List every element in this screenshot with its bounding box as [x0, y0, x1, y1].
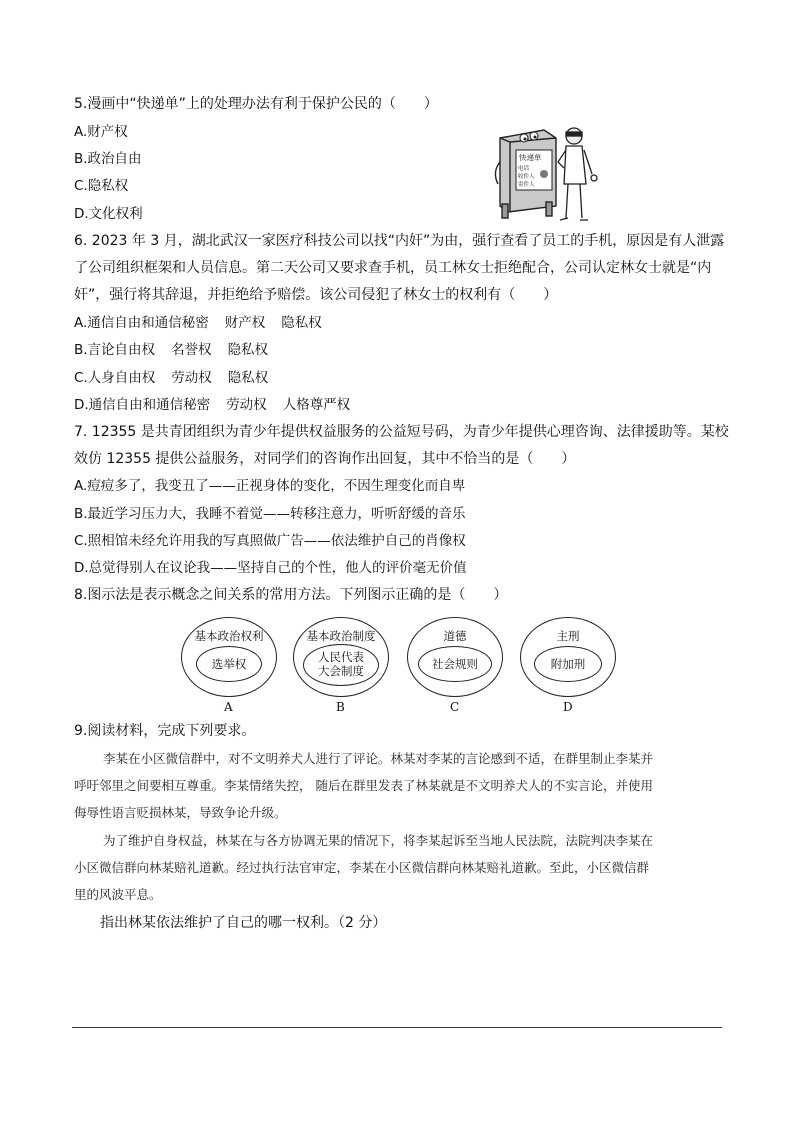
- diagram-d-inner-label: 附加刑: [550, 657, 586, 671]
- cartoon-illustration: [488, 122, 600, 226]
- q6-d-part-2: 劳动权: [226, 397, 267, 413]
- q6-stem-line-2: 了公司组织框架和人员信息。第二天公司又要求查手机，员工林女士拒绝配合，公司认定林女士就是“内: [74, 260, 712, 276]
- bottom-divider: [72, 1027, 722, 1028]
- q9-material-line-1: 李某在小区微信群中，对不文明养犬人进行了评论。林某对李某的言论感到不适，在群里制止李某并: [103, 751, 654, 766]
- q6-stem-line-1: 6. 2023 年 3 月，湖北武汉一家医疗科技公司以找“内奸”为由，强行查看了员工的手机，原因是有人泄露: [74, 233, 725, 249]
- q7-option-a: A.痘痘多了，我变丑了——正视身体的变化，不因生理变化而自卑: [74, 478, 466, 494]
- diagram-d-letter: D: [563, 700, 573, 714]
- q5-option-a: A.财产权: [74, 124, 128, 140]
- diagram-a-letter: A: [224, 700, 233, 714]
- q7-option-c: C.照相馆未经允许用我的写真照做广告——依法维护自己的肖像权: [74, 533, 466, 549]
- slip-title: 快递单: [519, 153, 542, 162]
- slip-line-sender: 寄件人: [518, 182, 535, 188]
- q6-c-part-3: 隐私权: [227, 370, 269, 386]
- q6-option-b: [74, 340, 268, 360]
- q6-b-part-3: 隐私权: [227, 342, 269, 358]
- slip-line-recipient: 收件人: [518, 174, 535, 180]
- slip-line-phone: 电话: [518, 166, 530, 172]
- q6-a-part-1: A.通信自由和通信秘密: [74, 315, 209, 331]
- q5-option-b: B.政治自由: [74, 151, 142, 167]
- diagram-b-inner-label-2: 大会制度: [318, 664, 364, 678]
- q6-b-part-2: 名誉权: [171, 342, 212, 358]
- diagram-d-outer-label: 主刑: [556, 629, 580, 643]
- q6-c-part-2: 劳动权: [171, 370, 212, 386]
- diagram-c-outer-label: 道德: [443, 629, 467, 643]
- q7-stem-line-1: 7. 12355 是共青团组织为青少年提供权益服务的公益短号码，为青少年提供心理咨询、法律援助等。某校: [74, 424, 729, 440]
- q9-material-line-3: 侮辱性语言贬损林某，导致争论升级。: [74, 805, 287, 820]
- diagram-c-inner-label: 社会规则: [432, 657, 478, 671]
- person-figure: [558, 128, 597, 220]
- q5-stem: 5.漫画中“快递单”上的处理办法有利于保护公民的（ ）: [74, 96, 438, 112]
- q9-material-line-2: 呼吁邻里之间要相互尊重。李某情绪失控， 随后在群里发表了林某就是不文明养犬人的不实言论，并使用: [74, 778, 653, 793]
- q8-stem: 8.图示法是表示概念之间关系的常用方法。下列图示正确的是（ ）: [74, 587, 508, 603]
- q7-option-b: B.最近学习压力大，我睡不着觉——转移注意力，听听舒缓的音乐: [74, 506, 466, 522]
- q7-option-d: D.总觉得别人在议论我——坚持自己的个性，他人的评价毫无价值: [74, 560, 467, 576]
- q6-option-c: [74, 368, 268, 388]
- q6-c-part-1: C.人身自由权: [74, 370, 156, 386]
- q5-option-d: D.文化权利: [74, 206, 143, 222]
- q9-material-line-4: 为了维护自身权益，林某在与各方协调无果的情况下，将李某起诉至当地人民法院，法院判决李某在: [103, 833, 654, 848]
- q9-material-line-5: 小区微信群向林某赔礼道歉。经过执行法官审定，李某在小区微信群向林某赔礼道歉。至此，小区微信群: [74, 860, 650, 875]
- q7-stem-line-2: 效仿 12355 提供公益服务，对同学们的咨询作出回复，其中不恰当的是（ ）: [74, 451, 576, 467]
- q6-a-part-2: 财产权: [224, 315, 266, 331]
- q9-material-line-6: 里的风波平息。: [74, 887, 162, 902]
- diagram-a-inner-label: 选举权: [211, 657, 247, 671]
- q6-d-part-3: 人格尊严权: [282, 397, 351, 413]
- diagram-a-outer-label: 基本政治权利: [194, 629, 264, 643]
- q6-b-part-1: B.言论自由权: [74, 342, 156, 358]
- q9-question: 指出林某依法维护了自己的哪一权利。（2 分）: [100, 915, 387, 931]
- q6-option-a: [74, 313, 322, 333]
- q9-stem: 9.阅读材料，完成下列要求。: [74, 723, 256, 739]
- q6-stem-line-3: 奸”，强行将其辞退，并拒绝给予赔偿。该公司侵犯了林女士的权利有（ ）: [74, 287, 558, 303]
- q6-a-part-3: 隐私权: [281, 315, 322, 331]
- diagram-b-inner-label-1: 人民代表: [318, 650, 364, 664]
- q5-option-c: C.隐私权: [74, 178, 129, 194]
- diagram-b-letter: B: [336, 700, 345, 714]
- q6-d-part-1: D.通信自由和通信秘密: [74, 397, 211, 413]
- q6-option-d: [74, 395, 350, 415]
- diagram-b-outer-label: 基本政治制度: [306, 629, 376, 643]
- diagram-c-letter: C: [450, 700, 460, 714]
